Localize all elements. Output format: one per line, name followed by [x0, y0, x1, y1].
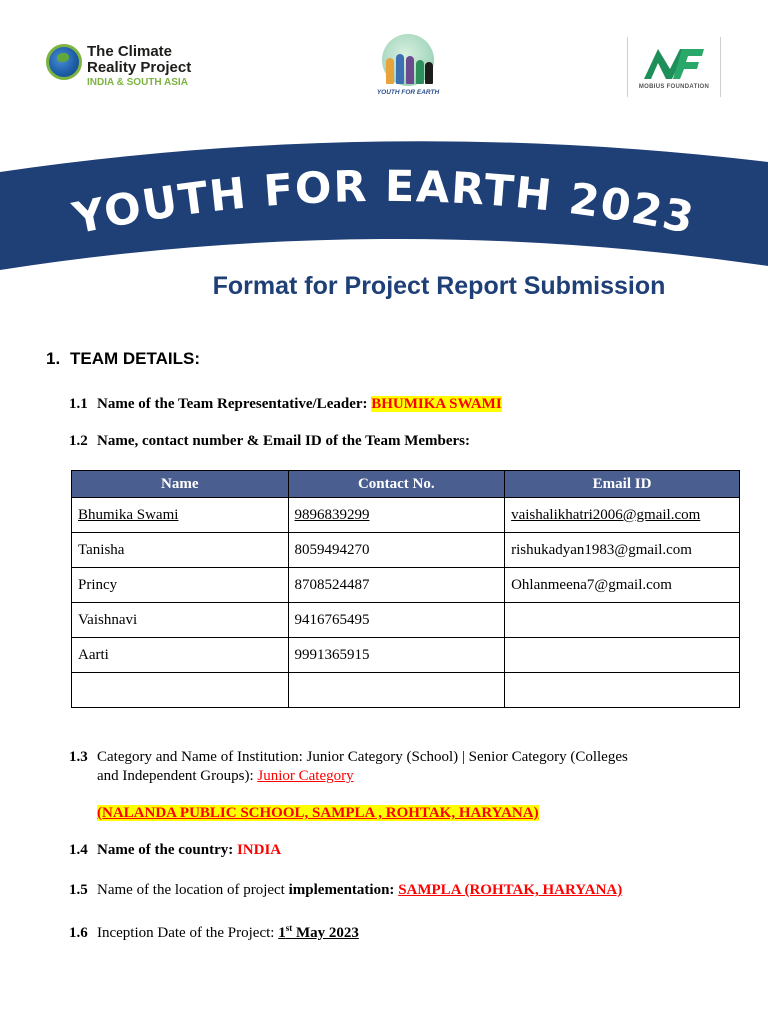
header-email: Email ID: [505, 471, 740, 498]
member-name: Tanisha: [72, 533, 289, 568]
item-label-bold: implementation:: [288, 882, 395, 898]
institution-value: (NALANDA PUBLIC SCHOOL, SAMPLA , ROHTAK, HARYANA): [97, 805, 539, 821]
member-name: Aarti: [72, 638, 289, 673]
member-email: rishukadyan1983@gmail.com: [505, 533, 740, 568]
item-team-leader: [69, 396, 502, 413]
item-number: 1.2: [69, 433, 88, 449]
item-inception-date: [69, 923, 359, 942]
section-number: 1.: [46, 349, 61, 368]
item-number: 1.5: [69, 882, 88, 898]
member-contact: [288, 673, 505, 708]
inception-date-value: 1st May 2023: [278, 923, 359, 941]
child-figure-icon: [425, 62, 433, 84]
banner-title: YOUTH FOR EARTH 2023: [68, 161, 700, 245]
item-number: 1.4: [69, 842, 88, 858]
item-label: Name, contact number & Email ID of the Team Members:: [97, 433, 471, 449]
team-members-table: [71, 470, 740, 708]
member-contact: 9896839299: [288, 498, 505, 533]
document-subtitle: Format for Project Report Submission: [212, 272, 666, 300]
member-contact: 8708524487: [288, 568, 505, 603]
globe-icon: [46, 44, 82, 80]
mobius-mark-icon: [642, 43, 706, 81]
country-value: INDIA: [236, 842, 282, 858]
item-location: [69, 882, 622, 899]
item-label: Name of the location of project: [97, 882, 289, 898]
member-name: [72, 673, 289, 708]
member-contact: 9416765495: [288, 603, 505, 638]
section-heading: [46, 349, 200, 369]
climate-logo-text: The Climate Reality Project: [87, 43, 192, 76]
item-number: 1.1: [69, 396, 88, 412]
child-figure-icon: [396, 54, 404, 84]
item-number: 1.6: [69, 925, 88, 941]
item-label-continued: and Independent Groups): Junior Category: [97, 768, 354, 784]
table-row: [72, 533, 740, 568]
youth-logo-caption: YOUTH FOR EARTH: [376, 89, 440, 96]
child-figure-icon: [406, 56, 414, 84]
category-value: Junior Category: [257, 768, 354, 784]
institution-name: [97, 805, 539, 822]
member-email: [505, 673, 740, 708]
member-email: Ohlanmeena7@gmail.com: [505, 568, 740, 603]
member-email: vaishalikhatri2006@gmail.com: [505, 498, 740, 533]
climate-logo-region: INDIA & SOUTH ASIA: [87, 77, 188, 88]
mobius-foundation-logo: [627, 37, 721, 97]
header-name: Name: [72, 471, 289, 498]
item-label: Category and Name of Institution: Junior Category (School) | Senior Category (Colleges: [97, 749, 628, 765]
table-row: [72, 638, 740, 673]
table-header-row: [72, 471, 740, 498]
member-name: Bhumika Swami: [72, 498, 289, 533]
section-title: TEAM DETAILS:: [70, 349, 201, 368]
member-name: Princy: [72, 568, 289, 603]
member-email: [505, 638, 740, 673]
title-banner: [0, 130, 768, 280]
member-email: [505, 603, 740, 638]
item-label: Name of the country:: [97, 842, 234, 858]
member-name: Vaishnavi: [72, 603, 289, 638]
item-team-members: [69, 433, 470, 450]
location-value: SAMPLA (ROHTAK, HARYANA): [398, 882, 623, 898]
banner-shape: [0, 130, 768, 280]
item-label: Name of the Team Representative/Leader:: [97, 396, 368, 412]
team-leader-value: BHUMIKA SWAMI: [371, 396, 502, 412]
climate-reality-logo: [46, 42, 216, 94]
member-contact: 8059494270: [288, 533, 505, 568]
mobius-logo-caption: MOBIUS FOUNDATION: [638, 84, 710, 90]
header-contact: Contact No.: [288, 471, 505, 498]
table-row: [72, 603, 740, 638]
item-number: 1.3: [69, 749, 88, 765]
member-contact: 9991365915: [288, 638, 505, 673]
table-row: [72, 568, 740, 603]
child-figure-icon: [386, 58, 394, 84]
table-row: [72, 673, 740, 708]
item-country: [69, 842, 281, 859]
youth-for-earth-logo: [376, 34, 440, 96]
table-row: [72, 498, 740, 533]
item-label: Inception Date of the Project:: [97, 925, 279, 941]
item-category-institution: [69, 748, 729, 786]
child-figure-icon: [416, 60, 424, 84]
